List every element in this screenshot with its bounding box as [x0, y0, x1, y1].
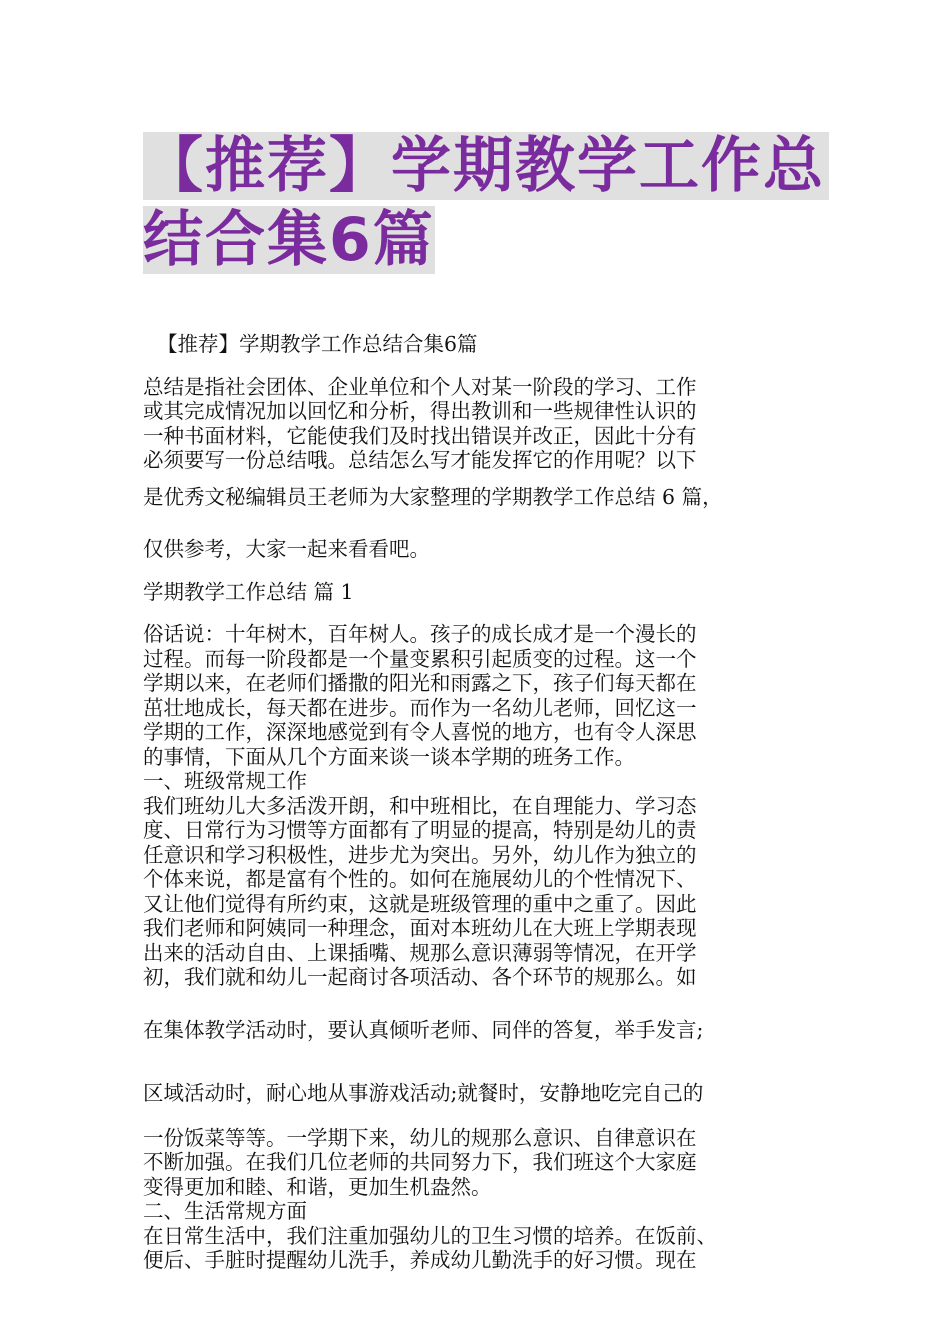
text-line: 或其完成情况加以回忆和分析，得出教训和一些规律性认识的	[143, 399, 697, 423]
subheading-class-routine: 一、班级常规工作	[143, 769, 307, 793]
text-line: 总结是指社会团体、企业单位和个人对某一阶段的学习、工作	[143, 374, 697, 399]
text-line: 区域活动时，耐心地从事游戏活动;就餐时，安静地吃完自己的	[143, 1081, 704, 1105]
text-line: 我们老师和阿姨同一种理念，面对本班幼儿在大班上学期表现	[143, 916, 697, 940]
text-line: 过程。而每一阶段都是一个量变累积引起质变的过程。这一个	[143, 646, 697, 671]
paragraph-3	[143, 1224, 833, 1273]
text-line: 是优秀文秘编辑员王老师为大家整理的学期教学工作总结 6 篇，	[143, 484, 723, 509]
text-line: 的事情，下面从几个方面来谈一谈本学期的班务工作。	[143, 744, 635, 769]
document-title	[143, 132, 823, 280]
text-line: 学期以来，在老师们播撒的阳光和雨露之下，孩子们每天都在	[143, 671, 697, 695]
text-line: 在集体教学活动时，要认真倾听老师、同伴的答复，举手发言;	[143, 1017, 704, 1042]
text-line: 任意识和学习积极性，进步尤为突出。另外，幼儿作为独立的	[143, 842, 697, 867]
text-line: 必须要写一份总结哦。总结怎么写才能发挥它的作用呢？以下	[143, 448, 697, 472]
text-line: 在日常生活中，我们注重加强幼儿的卫生习惯的培养。在饭前、	[143, 1223, 717, 1248]
section-title: 学期教学工作总结 篇 1	[143, 579, 354, 604]
text-line: 一种书面材料，它能使我们及时找出错误并改正，因此十分有	[143, 423, 697, 448]
paragraph-2	[143, 794, 833, 1200]
text-line: 一份饭菜等等。一学期下来，幼儿的规那么意识、自律意识在	[143, 1125, 697, 1150]
document-body	[143, 332, 833, 1273]
title-line-1: 【推荐】学期教学工作总	[143, 132, 829, 200]
text-line: 学期的工作，深深地感觉到有令人喜悦的地方，也有令人深思	[143, 720, 697, 744]
text-line: 便后、手脏时提醒幼儿洗手，养成幼儿勤洗手的好习惯。现在	[143, 1248, 697, 1272]
text-line: 初，我们就和幼儿一起商讨各项活动、各个环节的规那么。如	[143, 965, 697, 989]
text-line: 出来的活动自由、上课插嘴、规那么意识薄弱等情况，在开学	[143, 940, 697, 965]
text-line: 俗话说：十年树木，百年树人。孩子的成长成才是一个漫长的	[143, 622, 697, 646]
text-line: 不断加强。在我们几位老师的共同努力下，我们班这个大家庭	[143, 1150, 697, 1174]
text-line: 变得更加和睦、和谐，更加生机盎然。	[143, 1174, 492, 1199]
subheading-daily-routine: 二、生活常规方面	[143, 1199, 307, 1223]
intro-paragraph	[143, 375, 833, 562]
text-line: 茁壮地成长，每天都在进步。而作为一名幼儿老师，回忆这一	[143, 695, 697, 720]
title-line-2: 结合集6篇	[143, 205, 435, 275]
text-line: 仅供参考，大家一起来看看吧。	[143, 537, 430, 561]
text-line: 我们班幼儿大多活泼开朗，和中班相比，在自理能力、学习态	[143, 793, 697, 818]
text-line: 又让他们觉得有所约束，这就是班级管理的重中之重了。因此	[143, 891, 697, 916]
text-line: 度、日常行为习惯等方面都有了明显的提高，特别是幼儿的责	[143, 818, 697, 842]
text-line: 个体来说，都是富有个性的。如何在施展幼儿的个性情况下、	[143, 867, 697, 891]
body-heading: 【推荐】学期教学工作总结合集6篇	[157, 332, 478, 356]
paragraph-1	[143, 622, 833, 769]
